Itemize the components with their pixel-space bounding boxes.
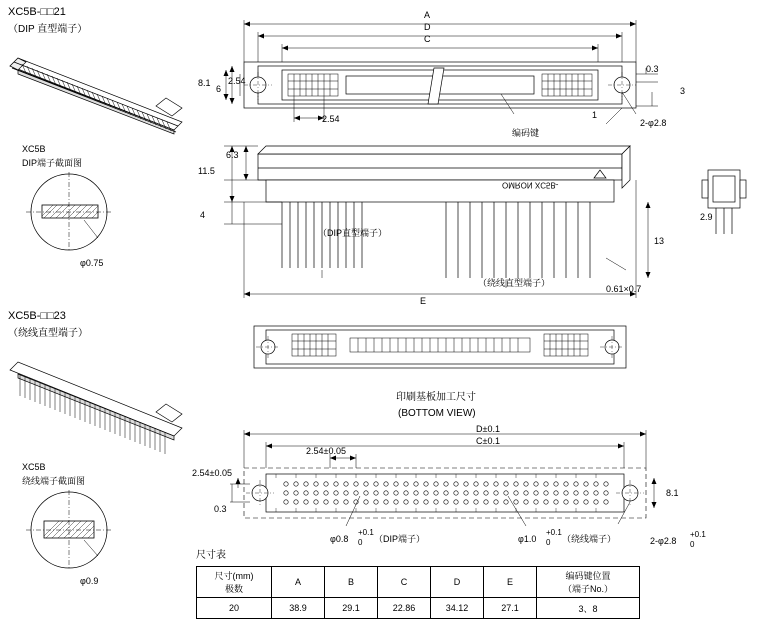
detail-label-top-2: DIP端子截面图 [22,158,83,168]
table-header-A: A [272,567,325,598]
table-header-C: C [378,567,431,598]
dim-D-label: D [424,22,431,32]
detail-dim-bottom: φ0.9 [80,576,99,586]
pcb-note-dip-tol-up: +0.1 [358,528,374,537]
brand-label: OMRON XC5B- [502,180,559,190]
table-header-E: E [484,567,537,598]
table-header-key-line1: 编码键位置 [565,571,611,581]
table-title: 尺寸表 [196,550,226,561]
dim-115-label: 11.5 [198,166,215,176]
dim-061x07-label: 0.61×0.7 [606,284,642,294]
end-view-drawing [700,160,754,250]
table-header-D: D [431,567,484,598]
section-subtitle-bottom: （绕线直型端子） [8,328,88,339]
table-header-size-line1: 尺寸(mm) [214,571,254,581]
pcb-dim-C: C±0.1 [476,436,500,446]
dim-13-label: 13 [654,236,665,246]
dim-03-label: 0.3 [646,64,659,74]
label-wire-straight: （绕线直型端子） [478,278,551,288]
dimension-table [196,566,640,619]
section-subtitle-top: （DIP 直型端子） [8,24,88,35]
dim-C-label: C [424,34,431,44]
pcb-dim-D: D±0.1 [476,424,500,434]
table-header-key [537,567,640,598]
pcb-note-wire-tol-dn: 0 [546,538,551,547]
key-label: 编码键 [512,128,540,138]
table-cell-E: 27.1 [484,598,537,619]
detail-label-bottom-2: 绕线端子截面图 [22,476,86,486]
pcb-title-1: 印刷基板加工尺寸 [396,392,476,403]
wire-top-view-drawing [230,318,650,378]
dim-254-left-label: 2.54 [228,76,246,86]
table-header-row [197,567,640,598]
pcb-dim-81: 8.1 [666,488,679,498]
pcb-view-drawing [230,422,660,542]
table-cell-A: 38.9 [272,598,325,619]
table-cell-poles: 20 [197,598,272,619]
pcb-note-wire-tol-up: +0.1 [546,528,562,537]
table-header-size-line2: 极数 [224,584,243,594]
label-dip-straight: （DIP直型端子） [318,228,388,238]
connector-isometric-wire [6,348,186,458]
section-title-bottom: XC5B-□□23 [8,310,66,322]
dim-4-label: 4 [200,210,206,220]
pcb-note-dip-text: （DIP端子） [374,534,426,544]
dim-3-label: 3 [680,86,686,96]
dim-1-label: 1 [592,110,598,120]
table-cell-B: 29.1 [325,598,378,619]
table-cell-D: 34.12 [431,598,484,619]
table-header-key-line2: （端子No.） [562,584,613,594]
table-row [197,598,640,619]
dim-63-label: 6.3 [226,150,239,160]
table-cell-key: 3、8 [537,598,640,619]
table-cell-C: 22.86 [378,598,431,619]
table-header-size [197,567,272,598]
dim-E-label: E [420,296,427,306]
detail-dim-top: φ0.75 [80,258,104,268]
pcb-note-wire: φ1.0 [518,534,537,544]
pcb-note-dip: φ0.8 [330,534,349,544]
dim-29-label: 2.9 [700,212,713,222]
dim-81-label: 8.1 [198,78,211,88]
pcb-dim-2phi28: 2-φ2.8 [650,536,677,546]
table-header-B: B [325,567,378,598]
pcb-dim-pitch: 2.54±0.05 [306,446,346,456]
dim-2phi28-label: 2-φ2.8 [640,118,667,128]
pcb-note-dip-tol-dn: 0 [358,538,363,547]
pcb-title-2: (BOTTOM VIEW) [398,408,476,419]
side-view-drawing [196,138,666,308]
detail-label-bottom-1: XC5B [22,462,46,472]
dim-6-label: 6 [216,84,222,94]
pcb-dim-03: 0.3 [214,504,227,514]
pcb-dim-2phi28-tol-dn: 0 [690,540,695,549]
connector-isometric-dip [6,44,186,134]
pcb-note-wire-text: （绕线端子） [562,534,617,544]
detail-label-top-1: XC5B [22,144,46,154]
dim-A-label: A [424,10,431,20]
detail-section-dip [14,172,144,260]
section-title-top: XC5B-□□21 [8,6,66,18]
pcb-dim-2phi28-tol-up: +0.1 [690,530,706,539]
pcb-dim-254-left: 2.54±0.05 [192,468,232,478]
dim-254-bottom-label: 2.54 [322,114,340,124]
detail-section-wire [14,490,144,578]
